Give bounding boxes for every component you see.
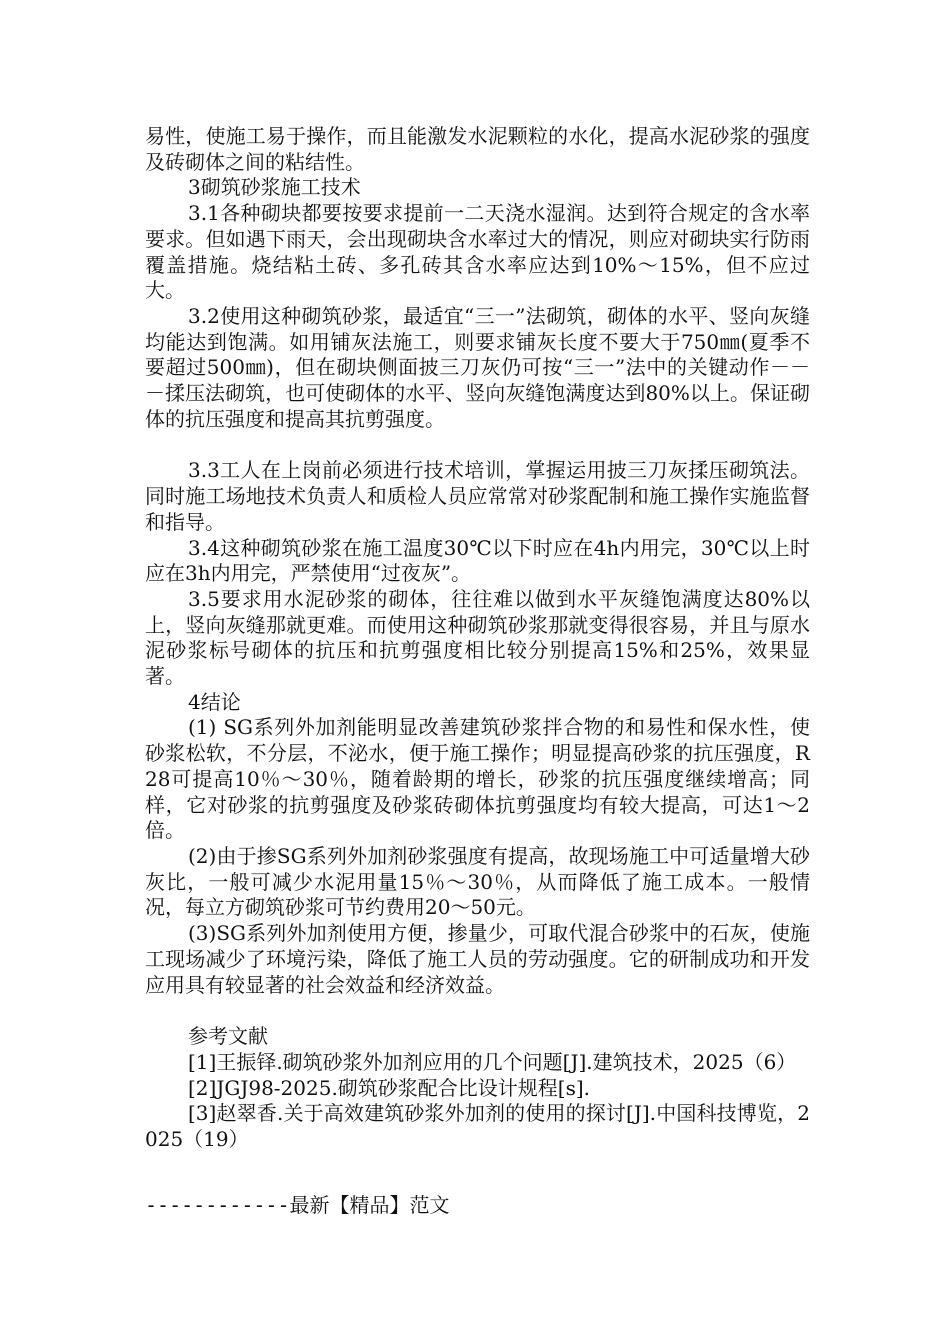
paragraph-3-1: 3.1各种砌块都要按要求提前一二天浇水湿润。达到符合规定的含水率要求。但如遇下雨天，会出现砌块含水率过大的情况，则应对砌块实行防雨覆盖措施。烧结粘土砖、多孔砖其含水率应达到10%～15%，但不应过大。: [145, 201, 810, 303]
conclusion-item-3: (3)SG系列外加剂使用方便，掺量少，可取代混合砂浆中的石灰，使施工现场减少了环境污染，降低了施工人员的劳动强度。它的研制成功和开发应用具有较显著的社会效益和经济效益。: [145, 921, 810, 997]
page-footer: ------------最新【精品】范文: [145, 1193, 450, 1217]
conclusion-item-2: (2)由于掺SG系列外加剂砂浆强度有提高，故现场施工中可适量增大砂灰比，一般可减少水泥用量15％～30％，从而降低了施工成本。一般情况，每立方砌筑砂浆可节约费用20～50元。: [145, 843, 810, 920]
paragraph-3-2: 3.2使用这种砌筑砂浆，最适宜“三一”法砌筑，砌体的水平、竖向灰缝均能达到饱满。如用铺灰法施工，则要求铺灰长度不要大于750㎜(夏季不要超过500㎜)，但在砌块侧面披三刀灰仍可按“三一”法中的关键动作－－－揉压法砌筑，也可使砌体的水平、竖向灰缝饱满度达到80%以上。保证砌体的抗压强度和提高其抗剪强度。: [145, 303, 810, 431]
reference-item-2: [2]JGJ98-2025.砌筑砂浆配合比设计规程[s].: [188, 1075, 591, 1100]
section-heading-conclusion: 4结论: [188, 689, 241, 714]
paragraph-continuation: 易性，使施工易于操作，而且能激发水泥颗粒的水化，提高水泥砂浆的强度及砖砌体之间的粘结性。: [145, 124, 810, 174]
reference-item-3: [3]赵翠香.关于高效建筑砂浆外加剂的使用的探讨[J].中国科技博览，2025（19）: [145, 1101, 810, 1152]
section-heading-construction: 3砌筑砂浆施工技术: [188, 175, 361, 200]
references-heading: 参考文献: [188, 1024, 268, 1049]
conclusion-item-1: (1) SG系列外加剂能明显改善建筑砂浆拌合物的和易性和保水性，使砂浆松软，不分层，不泌水，便于施工操作；明显提高砂浆的抗压强度，R28可提高10％～30％，随着龄期的增长，砂浆的抗压强度继续增高；同样，它对砂浆的抗剪强度及砂浆砖砌体抗剪强度均有较大提高，可达1～2倍。: [145, 715, 810, 843]
paragraph-3-3: 3.3工人在上岗前必须进行技术培训，掌握运用披三刀灰揉压砌筑法。同时施工场地技术负责人和质检人员应常常对砂浆配制和施工操作实施监督和指导。: [145, 458, 810, 534]
paragraph-3-4: 3.4这种砌筑砂浆在施工温度30℃以下时应在4h内用完，30℃以上时应在3h内用完，严禁使用“过夜灰”。: [145, 535, 810, 586]
document-body: [145, 124, 810, 1153]
paragraph-3-5: 3.5要求用水泥砂浆的砌体，往往难以做到水平灰缝饱满度达80%以上，竖向灰缝那就更难。而使用这种砌筑砂浆那就变得很容易，并且与原水泥砂浆标号砌体的抗压和抗剪强度相比较分别提高15%和25%，效果显著。: [145, 586, 810, 689]
reference-item-1: [1]王振铎.砌筑砂浆外加剂应用的几个问题[J].建筑技术，2025（6）: [188, 1049, 797, 1074]
